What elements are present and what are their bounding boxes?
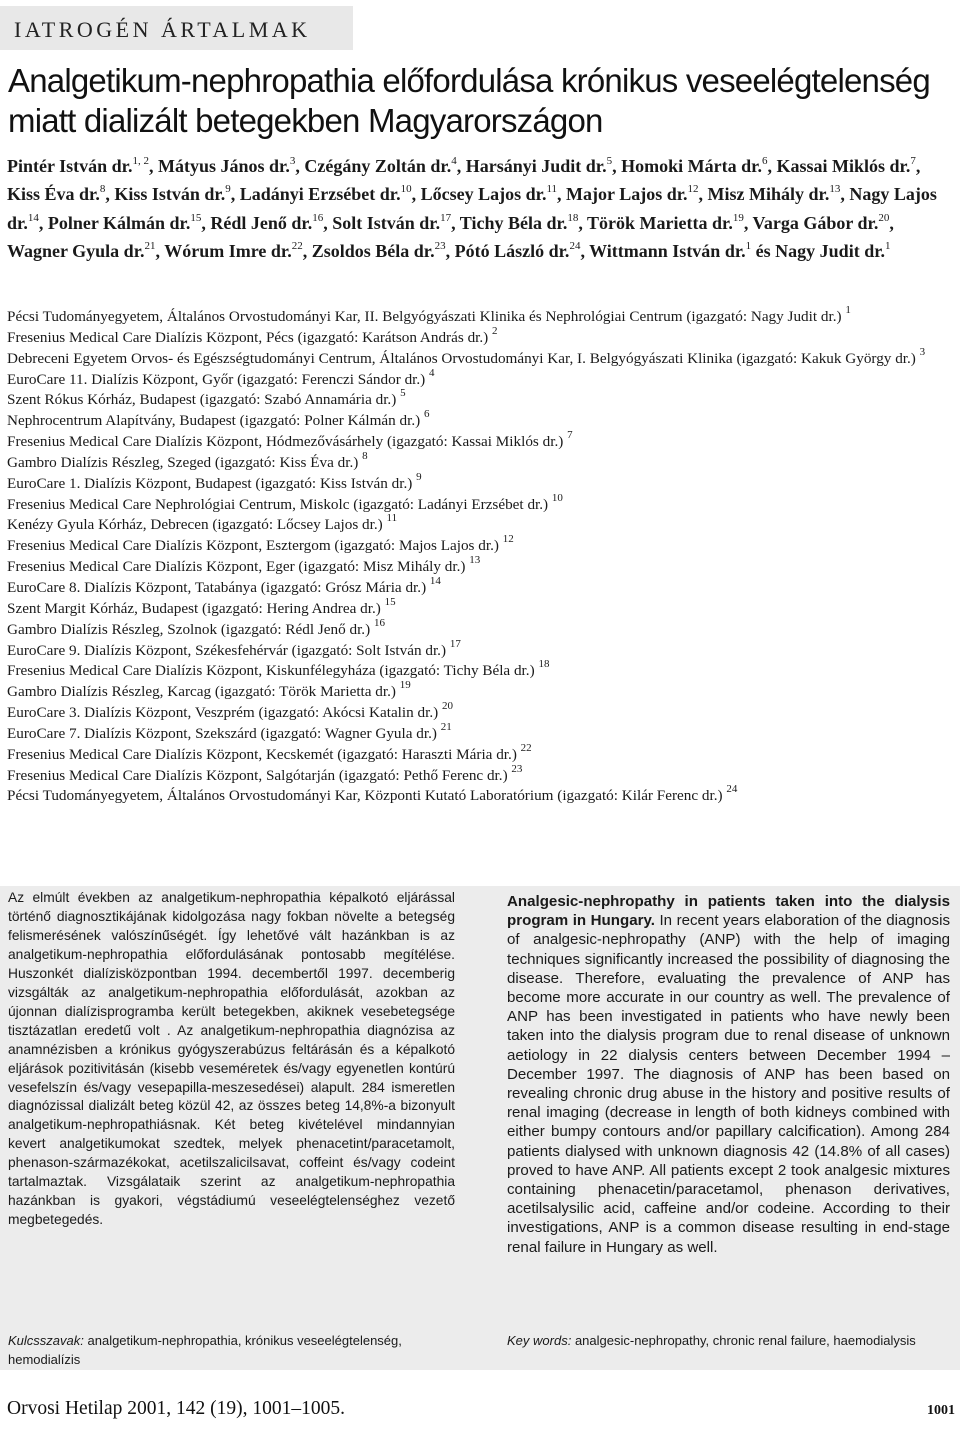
keywords-hungarian-text: analgetikum-nephropathia, krónikus veseelégtelenség, hemodialízis [8,1333,402,1367]
affiliation-item [7,366,957,391]
affiliation-text: EuroCare 3. Dialízis Központ, Veszprém (igazgató: Akócsi Katalin dr.) [7,704,439,722]
author-name: Major Lajos dr. [566,184,688,205]
affiliation-text: Fresenius Medical Care Dialízis Központ, Pécs (igazgató: Karátson András dr.) [7,328,489,346]
affiliation-text: Szent Rókus Kórház, Budapest (igazgató: Szabó Annamária dr.) [7,391,397,409]
author-affiliation-ref: 1 [885,239,891,252]
affiliation-item [7,408,957,432]
author-name: Rédl Jenő dr. [210,212,313,233]
author-affiliation-ref: 1 [745,239,752,252]
affiliation-item [7,470,957,495]
affiliation-number: 6 [423,408,430,421]
affiliation-number: 13 [469,554,481,567]
abstract-hungarian: Az elmúlt években az analgetikum-nephropathia képalkotó eljárással történő diagnosztikájának kidolgozása nagy fokban növelte a betegség felismerésének valószínűségét. Így lehetővé vált hazánkban is az analgetikum-nephropathia előfordulásának pontosabb megítélése. Huszonkét dialízisközpontban 1994. decembertől 1997. decemberig vizsgálták az analgetikum-nephropathia előfordulását, azokban az újonnan dialízisprogramba került betegekben, akiknek vesebetegsége tisztázatlan eredetű volt . Az analgetikum-nephropathia diagnózisa az anamnézisben a krónikus gyógyszerabúzus feltárásán és a képalkotó eljárások pozitivitásán (kisebb veseméretek és/vagy egyenetlen kontúrú vesefelszín és/vagy vesepapilla-meszesedései) alapult. 284 ismeretlen diagnózissal dializált beteg közül 42, az összes beteg 14,8%-a bizonyult analgetikum-nephropathiásnak. Két beteg kivételével mindannyian kevert analgetikumokat szedtek, melyek phenacetint/paracetamolt, phenason-származékokat, acetilszalicilsavat, coffeint és/vagy codeint tartalmaztak. Vizsgálataik szerint az analgetikum-nephropathia hazánkban is gyakori, végstádiumú veseelégtelenséghez vezető megbetegedés. [8,890,455,1228]
author-affiliation-ref: 23 [434,239,446,252]
abstract-english-body: In recent years elaboration of the diagnosis of analgesic-nephropathy (ANP) with the help of imaging techniques significantly increased the possibility of diagnosing the disease. Therefore, evaluating the prevalence of ANP has become more accurate in our country as well. The prevalence of ANP has been investigated in patients who have newly been taken into the dialysis program due to renal disease of unknown aetiology in 22 dialysis centers between December 1994 – December 1997. The diagnosis of ANP has been based on revealing chronic drug abuse in the history and positive results of renal imaging (decrease in length of both kidneys combined with either bumpy contours and/or papillary calcification). Among 284 patients dialysed with unknown diagnosis 42 (14.8% of all cases) proved to have ANP. All patients except 2 took analgesic mixtures containing phenacetin/paracetamol, phenason derivatives, acetilsalysilic acid, caffeine and/or codeine. According to their investigations, ANP is a common disease resulting in end-stage renal failure in Hungary as well. [507,912,950,1256]
affiliation-number: 23 [511,762,523,775]
affiliation-number: 1 [845,304,851,316]
affiliation-number: 24 [726,783,738,796]
author-name: Misz Mihály dr. [707,184,830,205]
affiliation-item [7,700,957,724]
affiliation-item [7,595,957,620]
affiliation-number: 14 [429,574,441,587]
abstract-english-title: Analgesic-nephropathy in patients taken into the dialysis program in Hungary. [507,893,950,930]
author-affiliation-ref: 24 [569,239,581,252]
author-name: Polner Kálmán dr. [47,212,191,233]
keywords-english-label: Key words: [507,1333,572,1348]
affiliation-text: Debreceni Egyetem Orvos- és Egészségtudományi Centrum, Általános Orvostudományi Kar, I. Belgyógyászati Klinika (igazgató: Kakuk György dr.) [7,349,916,367]
affiliation-number: 15 [384,595,396,608]
keywords-english [507,1331,952,1350]
affiliation-text: Szent Margit Kórház, Budapest (igazgató: Hering Andrea dr.) [7,599,381,617]
keywords-english-text: analgesic-nephropathy, chronic renal failure, haemodialysis [574,1333,916,1348]
author-affiliation-ref: 3 [289,155,296,167]
affiliation-number: 10 [551,491,563,504]
keywords-hungarian [8,1331,463,1369]
affiliation-item [7,616,957,641]
author-affiliation-ref: 17 [440,211,452,224]
author-affiliation-ref: 16 [312,211,324,224]
author-name: Varga Gábor dr. [752,212,879,233]
affiliation-number: 17 [449,637,461,650]
affiliation-number: 4 [429,366,435,379]
affiliation-text: Gambro Dialízis Részleg, Karcag (igazgató: Török Marietta dr.) [7,683,396,701]
affiliation-number: 19 [399,679,411,692]
author-name: Solt István dr. [332,212,441,233]
affiliation-text: Pécsi Tudományegyetem, Általános Orvostudományi Kar, II. Belgyógyászati Klinika és Nephrológiai Centrum (igazgató: Nagy Judit dr.) [7,308,842,325]
affiliation-list [7,304,957,807]
author-affiliation-ref: 18 [567,211,579,224]
author-name: Nagy Judit dr. [775,240,886,261]
affiliation-number: 5 [400,387,406,400]
affiliation-text: Fresenius Medical Care Dialízis Központ, Esztergom (igazgató: Majos Lajos dr.) [7,537,499,555]
affiliation-item [7,783,957,807]
author-affiliation-ref: 8 [99,183,106,196]
author-name: Pótó László dr. [454,240,570,261]
author-affiliation-ref: 9 [225,183,231,196]
author-name: Harsányi Judit dr. [465,156,607,176]
affiliation-item [7,533,957,557]
author-name: Lőcsey Lajos dr. [420,184,547,205]
affiliation-text: Gambro Dialízis Részleg, Szolnok (igazgató: Rédl Jenő dr.) [7,620,371,638]
author-affiliation-ref: 14 [27,211,39,224]
affiliation-text: EuroCare 1. Dialízis Központ, Budapest (igazgató: Kiss István dr.) [7,474,413,492]
affiliation-text: Fresenius Medical Care Dialízis Központ, Kecskemét (igazgató: Haraszti Mária dr.) [7,745,517,763]
affiliation-item [7,762,957,787]
author-name: Nagy Lajos dr. [7,184,937,233]
affiliation-item [7,345,957,370]
affiliation-item [7,491,957,516]
affiliation-item [7,741,957,766]
affiliation-text: Pécsi Tudományegyetem, Általános Orvostudományi Kar, Központi Kutató Laboratórium (igazgató: Kilár Ferenc dr.) [7,787,723,805]
affiliation-item [7,429,957,453]
affiliation-number: 9 [416,470,422,483]
affiliation-number: 8 [362,449,368,462]
abstract-english [507,892,950,1257]
affiliation-item [7,387,957,411]
author-name: Kiss István dr. [114,184,226,205]
affiliation-number: 11 [386,512,398,525]
affiliation-text: Gambro Dialízis Részleg, Szeged (igazgató: Kiss Éva dr.) [7,453,359,471]
author-list: Pintér István dr.$^{1, 2}$, Mátyus János dr.$^3$, Czégány Zoltán dr.$^4$, Harsányi Judit dr.$^5$, Homoki Márta dr.$^6$, Kassai Miklós dr.$^7$, Kiss Éva dr.$^8$, Kiss István dr.$^9$, Ladányi Erzsébet dr.$^{10}$, Lőcsey Lajos dr.$^{11}$, Major Lajos dr.$^{12}$, Misz Mihály dr.$^{13}$, Nagy Lajos dr.$^{14}$, Polner Kálmán dr.$^{15}$, Rédl Jenő dr.$^{16}$, Solt István dr.$^{17}$, Tichy Béla dr.$^{18}$, Török Marietta dr.$^{19}$, Varga Gábor dr.$^{20}$, Wagner Gyula dr.$^{21}$, Wórum Imre dr.$^{22}$, Zsoldos Béla dr.$^{23}$, Pótó László dr.$^{24}$, Wittmann István dr.$^1$ és Nagy Judit dr.$^1$ [7,155,937,261]
affiliation-number: 3 [919,345,926,358]
affiliation-text: Fresenius Medical Care Dialízis Központ, Eger (igazgató: Misz Mihály dr.) [7,558,466,576]
author-conjunction: és [755,240,771,261]
affiliation-number: 2 [492,324,498,337]
author-affiliation-ref: 10 [400,183,412,196]
author-affiliation-ref: 19 [732,211,744,224]
affiliation-text: EuroCare 8. Dialízis Központ, Tatabánya (igazgató: Grósz Mária dr.) [7,578,427,596]
author-name: Homoki Márta dr. [621,156,762,176]
author-name: Mátyus János dr. [158,156,290,176]
affiliation-item [7,574,957,599]
affiliation-text: Kenézy Gyula Kórház, Debrecen (igazgató: Lőcsey Lajos dr.) [7,516,383,534]
author-name: Wagner Gyula dr. [7,240,145,261]
author-affiliation-ref: 4 [451,155,457,167]
affiliation-number: 12 [502,533,514,546]
affiliation-item [7,554,957,578]
affiliation-number: 20 [441,700,453,713]
affiliation-text: Fresenius Medical Care Dialízis Központ, Salgótarján (igazgató: Pethő Ferenc dr.) [7,766,508,784]
affiliation-item [7,720,957,745]
author-name: Tichy Béla dr. [459,212,568,233]
affiliation-number: 18 [538,658,550,671]
author-affiliation-ref: 6 [761,155,768,167]
page-number: 1001 [927,1403,955,1418]
affiliation-item [7,304,957,328]
affiliation-text: EuroCare 9. Dialízis Központ, Székesfehérvár (igazgató: Solt István dr.) [7,641,447,659]
author-affiliation-ref: 1, 2 [132,155,150,167]
affiliation-item [7,658,957,682]
author-name: Ladányi Erzsébet dr. [239,184,401,205]
affiliation-text: Fresenius Medical Care Dialízis Központ, Kiskunfélegyháza (igazgató: Tichy Béla dr.) [7,662,535,680]
author-affiliation-ref: 15 [190,211,202,224]
author-affiliation-ref: 5 [606,155,613,167]
section-banner: IATROGÉN ÁRTALMAK [0,6,353,50]
affiliation-item [7,679,957,703]
article-title: Analgetikum-nephropathia előfordulása krónikus veseelégtelenség miatt dializált betegekben Magyarországon [8,62,930,139]
affiliation-text: Fresenius Medical Care Dialízis Központ, Hódmezővásárhely (igazgató: Kassai Miklós dr.) [7,433,564,451]
author-affiliation-ref: 22 [291,239,303,252]
journal-citation: Orvosi Hetilap 2001, 142 (19), 1001–1005. [7,1398,345,1419]
affiliation-text: Nephrocentrum Alapítvány, Budapest (igazgató: Polner Kálmán dr.) [7,412,421,430]
affiliation-item [7,512,957,536]
affiliation-item [7,637,957,662]
author-name: Kiss Éva dr. [7,184,100,205]
author-name: Wórum Imre dr. [164,240,292,261]
affiliation-text: EuroCare 11. Dialízis Központ, Győr (igazgató: Ferenczi Sándor dr.) [7,370,426,388]
author-name: Czégány Zoltán dr. [304,156,452,176]
affiliation-item [7,449,957,474]
author-affiliation-ref: 11 [546,183,558,196]
keywords-hungarian-label: Kulcsszavak: [8,1333,84,1348]
affiliation-item [7,324,957,349]
affiliation-number: 16 [373,616,385,629]
author-affiliation-ref: 21 [144,239,156,252]
author-affiliation-ref: 12 [687,183,699,196]
author-affiliation-ref: 13 [829,183,841,196]
author-name: Pintér István dr. [7,156,133,176]
author-name: Wittmann István dr. [589,240,746,261]
author-name: Zsoldos Béla dr. [311,240,435,261]
affiliation-number: 21 [440,720,452,733]
author-affiliation-ref: 20 [878,211,890,224]
author-name: Török Marietta dr. [587,212,733,233]
author-affiliation-ref: 7 [910,155,916,167]
affiliation-text: Fresenius Medical Care Nephrológiai Centrum, Miskolc (igazgató: Ladányi Erzsébet dr.) [7,495,549,513]
affiliation-text: EuroCare 7. Dialízis Központ, Szekszárd (igazgató: Wagner Gyula dr.) [7,724,437,742]
affiliation-number: 7 [567,429,573,442]
author-name: Kassai Miklós dr. [776,156,911,176]
affiliation-number: 22 [520,741,532,754]
